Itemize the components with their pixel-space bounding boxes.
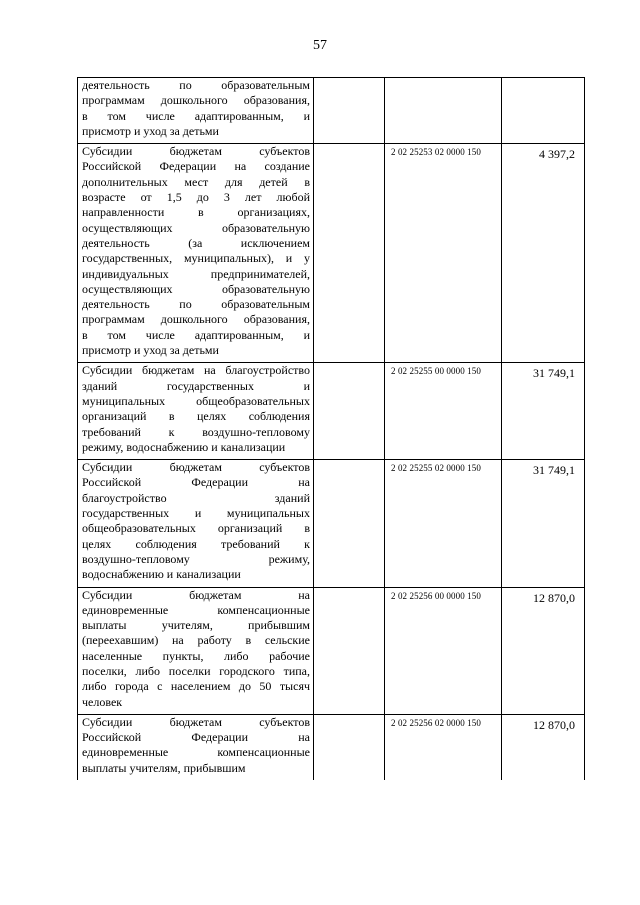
- page-number: 57: [313, 38, 327, 53]
- table-row: [78, 460, 585, 587]
- description-line: зданий государственных и: [82, 378, 310, 393]
- description-line: Субсидии бюджетам субъектов: [82, 714, 310, 729]
- description-line: населенные пункты, либо рабочие: [82, 648, 310, 663]
- table-row: [78, 714, 585, 780]
- table-row: [78, 144, 585, 363]
- description-line: направленности в организациях,: [82, 205, 310, 220]
- amount: 12 870,0: [502, 714, 585, 780]
- budget-code: 2 02 25256 02 0000 150: [385, 714, 502, 780]
- empty-cell: [314, 144, 385, 363]
- description-line: водоснабжению и канализации: [82, 567, 241, 582]
- row-description: [78, 460, 314, 587]
- row-description: [78, 587, 314, 714]
- description-line: единовременные компенсационные: [82, 602, 310, 617]
- description-line: (переехавшим) на работу в сельские: [82, 633, 310, 648]
- row-description: [78, 714, 314, 780]
- description-line: осуществляющих образовательную: [82, 281, 310, 296]
- budget-code: 2 02 25255 02 0000 150: [385, 460, 502, 587]
- amount: 31 749,1: [502, 363, 585, 460]
- description-line: возрасте от 1,5 до 3 лет любой: [82, 190, 310, 205]
- budget-code: 2 02 25255 00 0000 150: [385, 363, 502, 460]
- description-line: присмотр и уход за детьми: [82, 123, 219, 138]
- description-line: Субсидии бюджетам субъектов: [82, 144, 310, 159]
- description-line: Субсидии бюджетам субъектов: [82, 460, 310, 475]
- description-line: режиму, водоснабжению и канализации: [82, 439, 286, 454]
- description-line: деятельность по образовательным: [82, 78, 310, 92]
- description-line: единовременные компенсационные: [82, 745, 310, 760]
- description-line: общеобразовательных организаций в: [82, 521, 310, 536]
- description-line: государственных и муниципальных: [82, 506, 310, 521]
- description-line: муниципальных общеобразовательных: [82, 393, 310, 408]
- amount: [502, 78, 585, 144]
- budget-code: 2 02 25256 00 0000 150: [385, 587, 502, 714]
- empty-cell: [314, 587, 385, 714]
- amount: 12 870,0: [502, 587, 585, 714]
- description-line: целях соблюдения требований к: [82, 536, 310, 551]
- description-line: Субсидии бюджетам на: [82, 587, 310, 602]
- description-line: Российской Федерации на: [82, 475, 310, 490]
- description-line: выплаты учителям, прибывшим: [82, 760, 246, 775]
- description-line: выплаты учителям, прибывшим: [82, 618, 310, 633]
- table-row: [78, 363, 585, 460]
- amount: 31 749,1: [502, 460, 585, 587]
- description-line: в том числе адаптированным, и: [82, 108, 310, 123]
- description-line: требований к воздушно-тепловому: [82, 424, 310, 439]
- description-line: государственных, муниципальных), и у: [82, 251, 310, 266]
- description-line: Субсидии бюджетам на благоустройство: [82, 363, 310, 378]
- table-row: [78, 78, 585, 144]
- budget-table-body: [78, 78, 585, 781]
- description-line: индивидуальных предпринимателей,: [82, 266, 310, 281]
- description-line: воздушно-тепловому режиму,: [82, 551, 310, 566]
- description-line: Российской Федерации на создание: [82, 159, 310, 174]
- description-line: деятельность по образовательным: [82, 297, 310, 312]
- budget-code: [385, 78, 502, 144]
- row-description: [78, 144, 314, 363]
- description-line: поселки, либо поселки городского типа,: [82, 663, 310, 678]
- description-line: присмотр и уход за детьми: [82, 343, 219, 358]
- empty-cell: [314, 363, 385, 460]
- description-line: программам дошкольного образования,: [82, 312, 310, 327]
- budget-table: [77, 77, 585, 780]
- description-line: в том числе адаптированным, и: [82, 327, 310, 342]
- row-description: [78, 363, 314, 460]
- description-line: человек: [82, 694, 123, 709]
- budget-code: 2 02 25253 02 0000 150: [385, 144, 502, 363]
- description-line: программам дошкольного образования,: [82, 93, 310, 108]
- description-line: дополнительных мест для детей в: [82, 174, 310, 189]
- description-line: организаций в целях соблюдения: [82, 409, 310, 424]
- empty-cell: [314, 460, 385, 587]
- description-line: деятельность (за исключением: [82, 235, 310, 250]
- row-description: [78, 78, 314, 144]
- table-row: [78, 587, 585, 714]
- amount: 4 397,2: [502, 144, 585, 363]
- empty-cell: [314, 714, 385, 780]
- empty-cell: [314, 78, 385, 144]
- description-line: либо города с населением до 50 тысяч: [82, 679, 310, 694]
- description-line: Российской Федерации на: [82, 730, 310, 745]
- description-line: осуществляющих образовательную: [82, 220, 310, 235]
- description-line: благоустройство зданий: [82, 490, 310, 505]
